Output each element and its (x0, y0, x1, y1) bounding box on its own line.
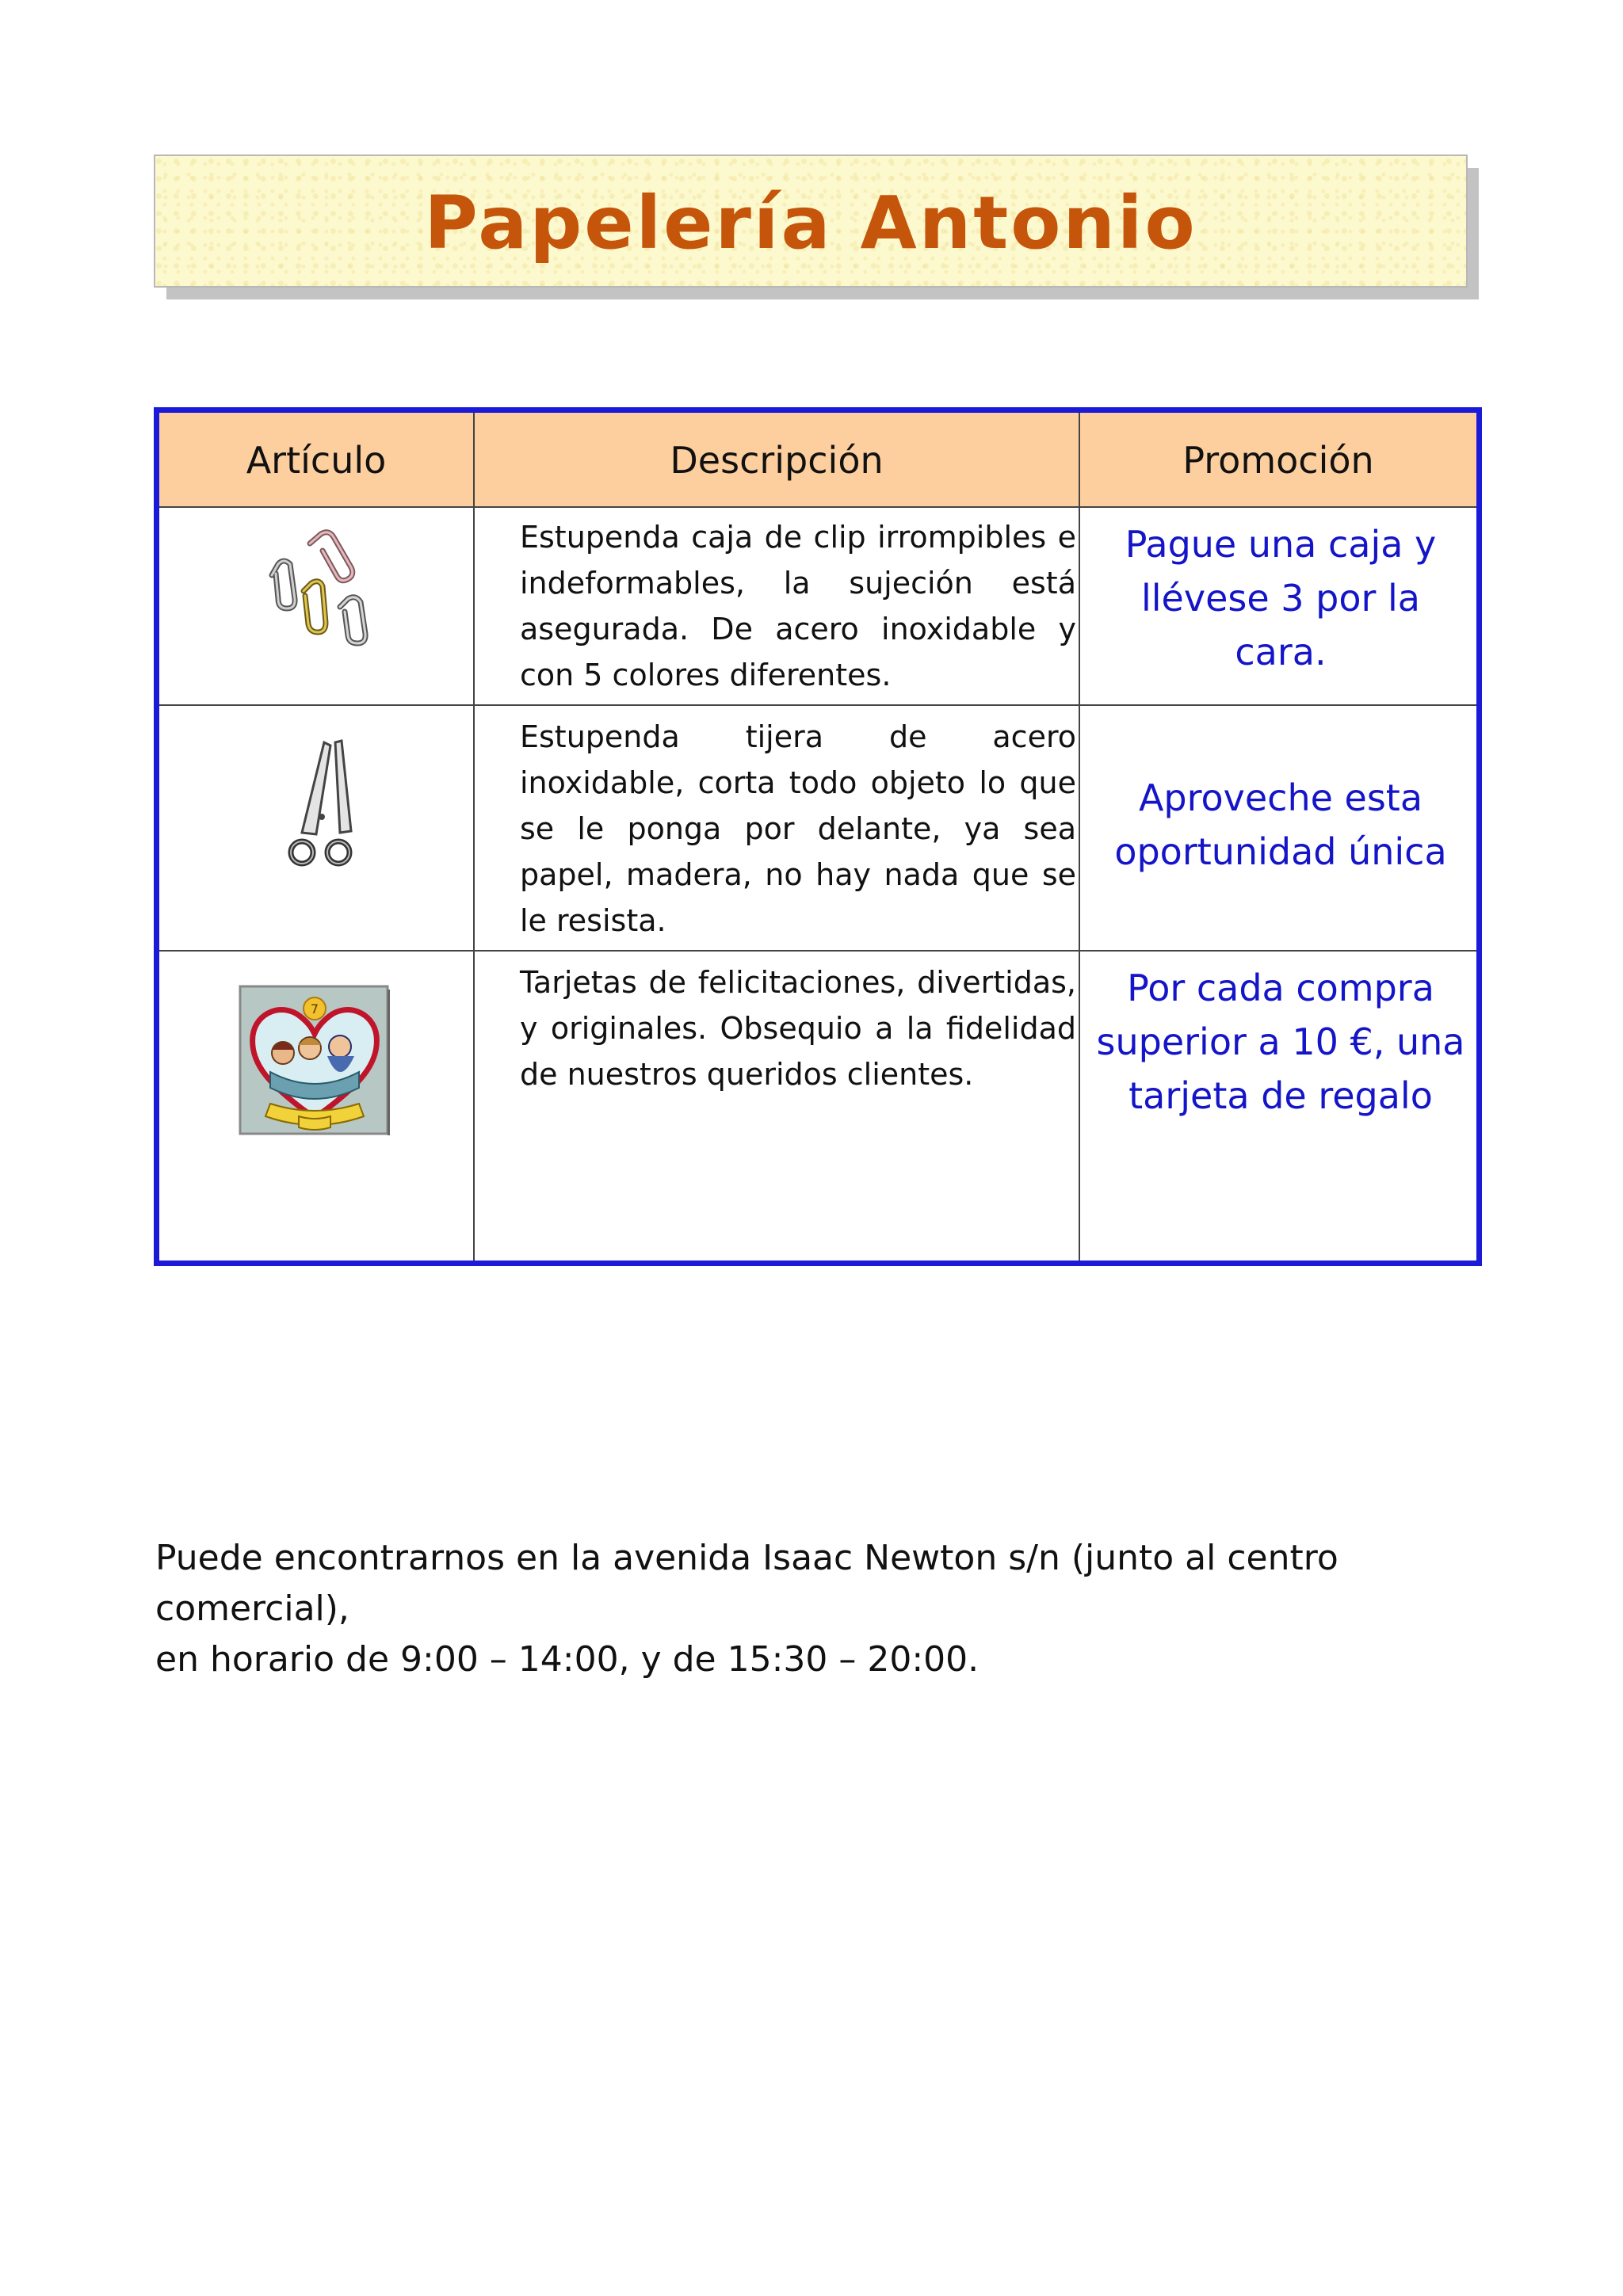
promotion-text: Pague una caja y llévese 3 por la cara. (1125, 523, 1437, 673)
promotion-text: Por cada compra superior a 10 €, una tarjeta de regalo (1096, 967, 1465, 1117)
header-promotion: Promoción (1182, 439, 1374, 482)
scissors-icon (278, 738, 365, 880)
description-text: Estupenda caja de clip irrompibles e indeformables, la sujeción está asegurada. De acero inoxidable y con 5 colores diferentes. (520, 520, 1076, 692)
table-row (159, 706, 1476, 952)
table-header-row (159, 413, 1476, 508)
title-banner (154, 154, 1468, 288)
promotion-text: Aproveche esta oportunidad única (1114, 776, 1447, 873)
header-article: Artículo (246, 439, 387, 482)
table-row (159, 952, 1476, 1266)
address-line: Puede encontrarnos en la avenida Isaac Newton s/n (junto al centro comercial), (155, 1538, 1338, 1629)
products-table (154, 407, 1482, 1266)
page-title: Papelería Antonio (424, 180, 1197, 265)
description-text: Estupenda tijera de acero inoxidable, corta todo objeto lo que se le ponga por delante, ya sea papel, madera, no hay nada que se le resista. (520, 719, 1076, 938)
table-row (159, 508, 1476, 706)
header-description: Descripción (670, 439, 884, 482)
paper-clips-icon (254, 520, 389, 654)
address-paragraph (155, 1533, 1487, 1685)
hours-line: en horario de 9:00 – 14:00, y de 15:30 – 20:00. (155, 1639, 980, 1680)
column-divider (1079, 413, 1080, 1261)
description-text: Tarjetas de felicitaciones, divertidas, y originales. Obsequio a la fidelidad de nuestros queridos clientes. (520, 965, 1076, 1092)
svg-text:7: 7 (310, 1001, 319, 1016)
greeting-card-icon (239, 985, 391, 1137)
column-divider (473, 413, 475, 1261)
